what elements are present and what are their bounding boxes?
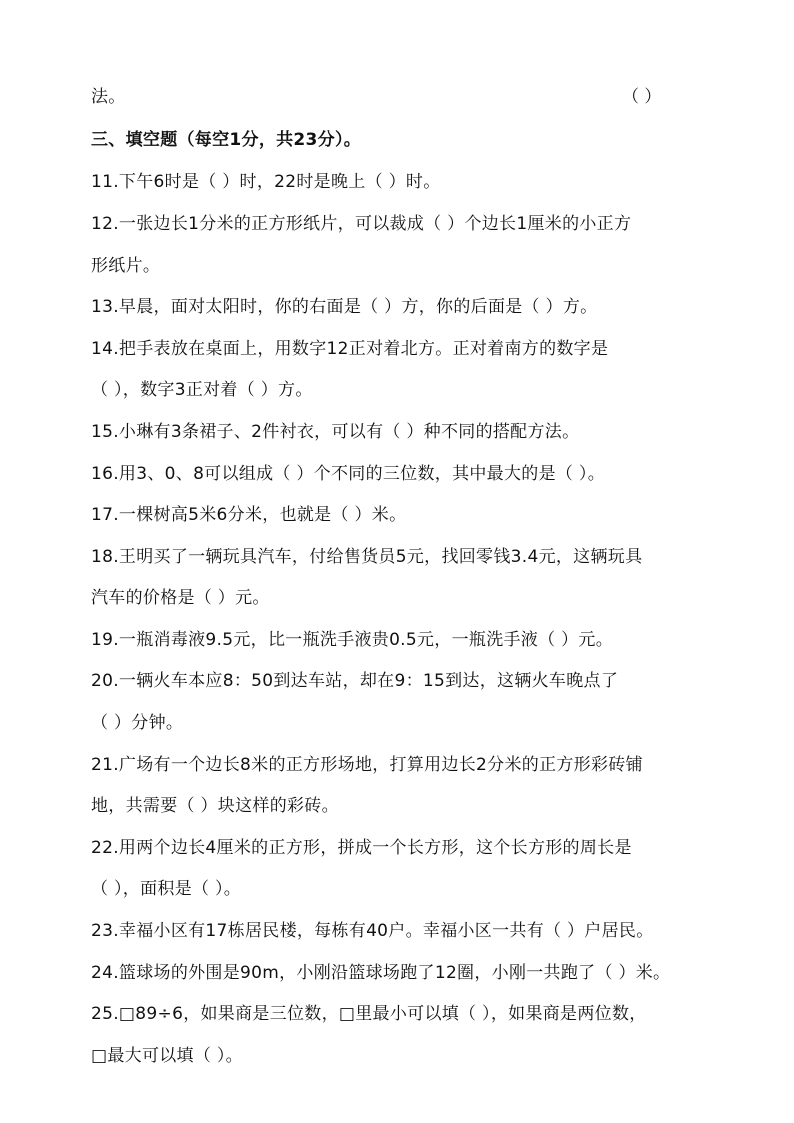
question-line: （ ）分钟。 bbox=[91, 713, 184, 733]
question-line: 25.□89÷6，如果商是三位数，□里最小可以填（ ），如果商是两位数， bbox=[91, 1004, 647, 1024]
question-line: 20.一辆火车本应8：50到达车站，却在9：15到达，这辆火车晚点了 bbox=[91, 671, 619, 691]
question-line: 19.一瓶消毒液9.5元，比一瓶洗手液贵0.5元，一瓶洗手液（ ）元。 bbox=[91, 630, 614, 650]
question-line: 18.王明买了一辆玩具汽车，付给售货员5元，找回零钱3.4元，这辆玩具 bbox=[91, 547, 643, 567]
question-line: 22.用两个边长4厘米的正方形，拼成一个长方形，这个长方形的周长是 bbox=[91, 838, 632, 858]
question-line: 13.早晨，面对太阳时，你的右面是（ ）方，你的后面是（ ）方。 bbox=[91, 297, 598, 317]
question-line: 形纸片。 bbox=[91, 256, 161, 276]
question-line: （ ），面积是（ ）。 bbox=[91, 879, 242, 899]
question-line: 23.幸福小区有17栋居民楼，每栋有40户。幸福小区一共有（ ）户居民。 bbox=[91, 921, 654, 941]
question-line: 16.用3、0、8可以组成（ ）个不同的三位数，其中最大的是（ ）。 bbox=[91, 464, 605, 484]
question-line: 汽车的价格是（ ）元。 bbox=[91, 588, 270, 608]
answer-parentheses: （ ） bbox=[622, 87, 662, 107]
question-line: 24.篮球场的外围是90m，小刚沿篮球场跑了12圈，小刚一共跑了（ ）米。 bbox=[91, 963, 671, 983]
section-title: 三、填空题（每空1分，共23分）。 bbox=[91, 130, 362, 150]
question-line: 地，共需要（ ）块这样的彩砖。 bbox=[91, 796, 339, 816]
question-line: （ ），数字3正对着（ ）方。 bbox=[91, 380, 313, 400]
question-line: 12.一张边长1分米的正方形纸片，可以裁成（ ）个边长1厘米的小正方 bbox=[91, 214, 632, 234]
question-line: 15.小琳有3条裙子、2件衬衣，可以有（ ）种不同的搭配方法。 bbox=[91, 422, 580, 442]
question-line: □最大可以填（ ）。 bbox=[91, 1046, 243, 1066]
carry-over-text: 法。 bbox=[91, 87, 126, 107]
question-line: 21.广场有一个边长8米的正方形场地，打算用边长2分米的正方形彩砖铺 bbox=[91, 755, 643, 775]
question-line: 17.一棵树高5米6分米，也就是（ ）米。 bbox=[91, 505, 407, 525]
question-line: 11.下午6时是（ ）时，22时是晚上（ ）时。 bbox=[91, 172, 441, 192]
question-line: 14.把手表放在桌面上，用数字12正对着北方。正对着南方的数字是 bbox=[91, 339, 609, 359]
